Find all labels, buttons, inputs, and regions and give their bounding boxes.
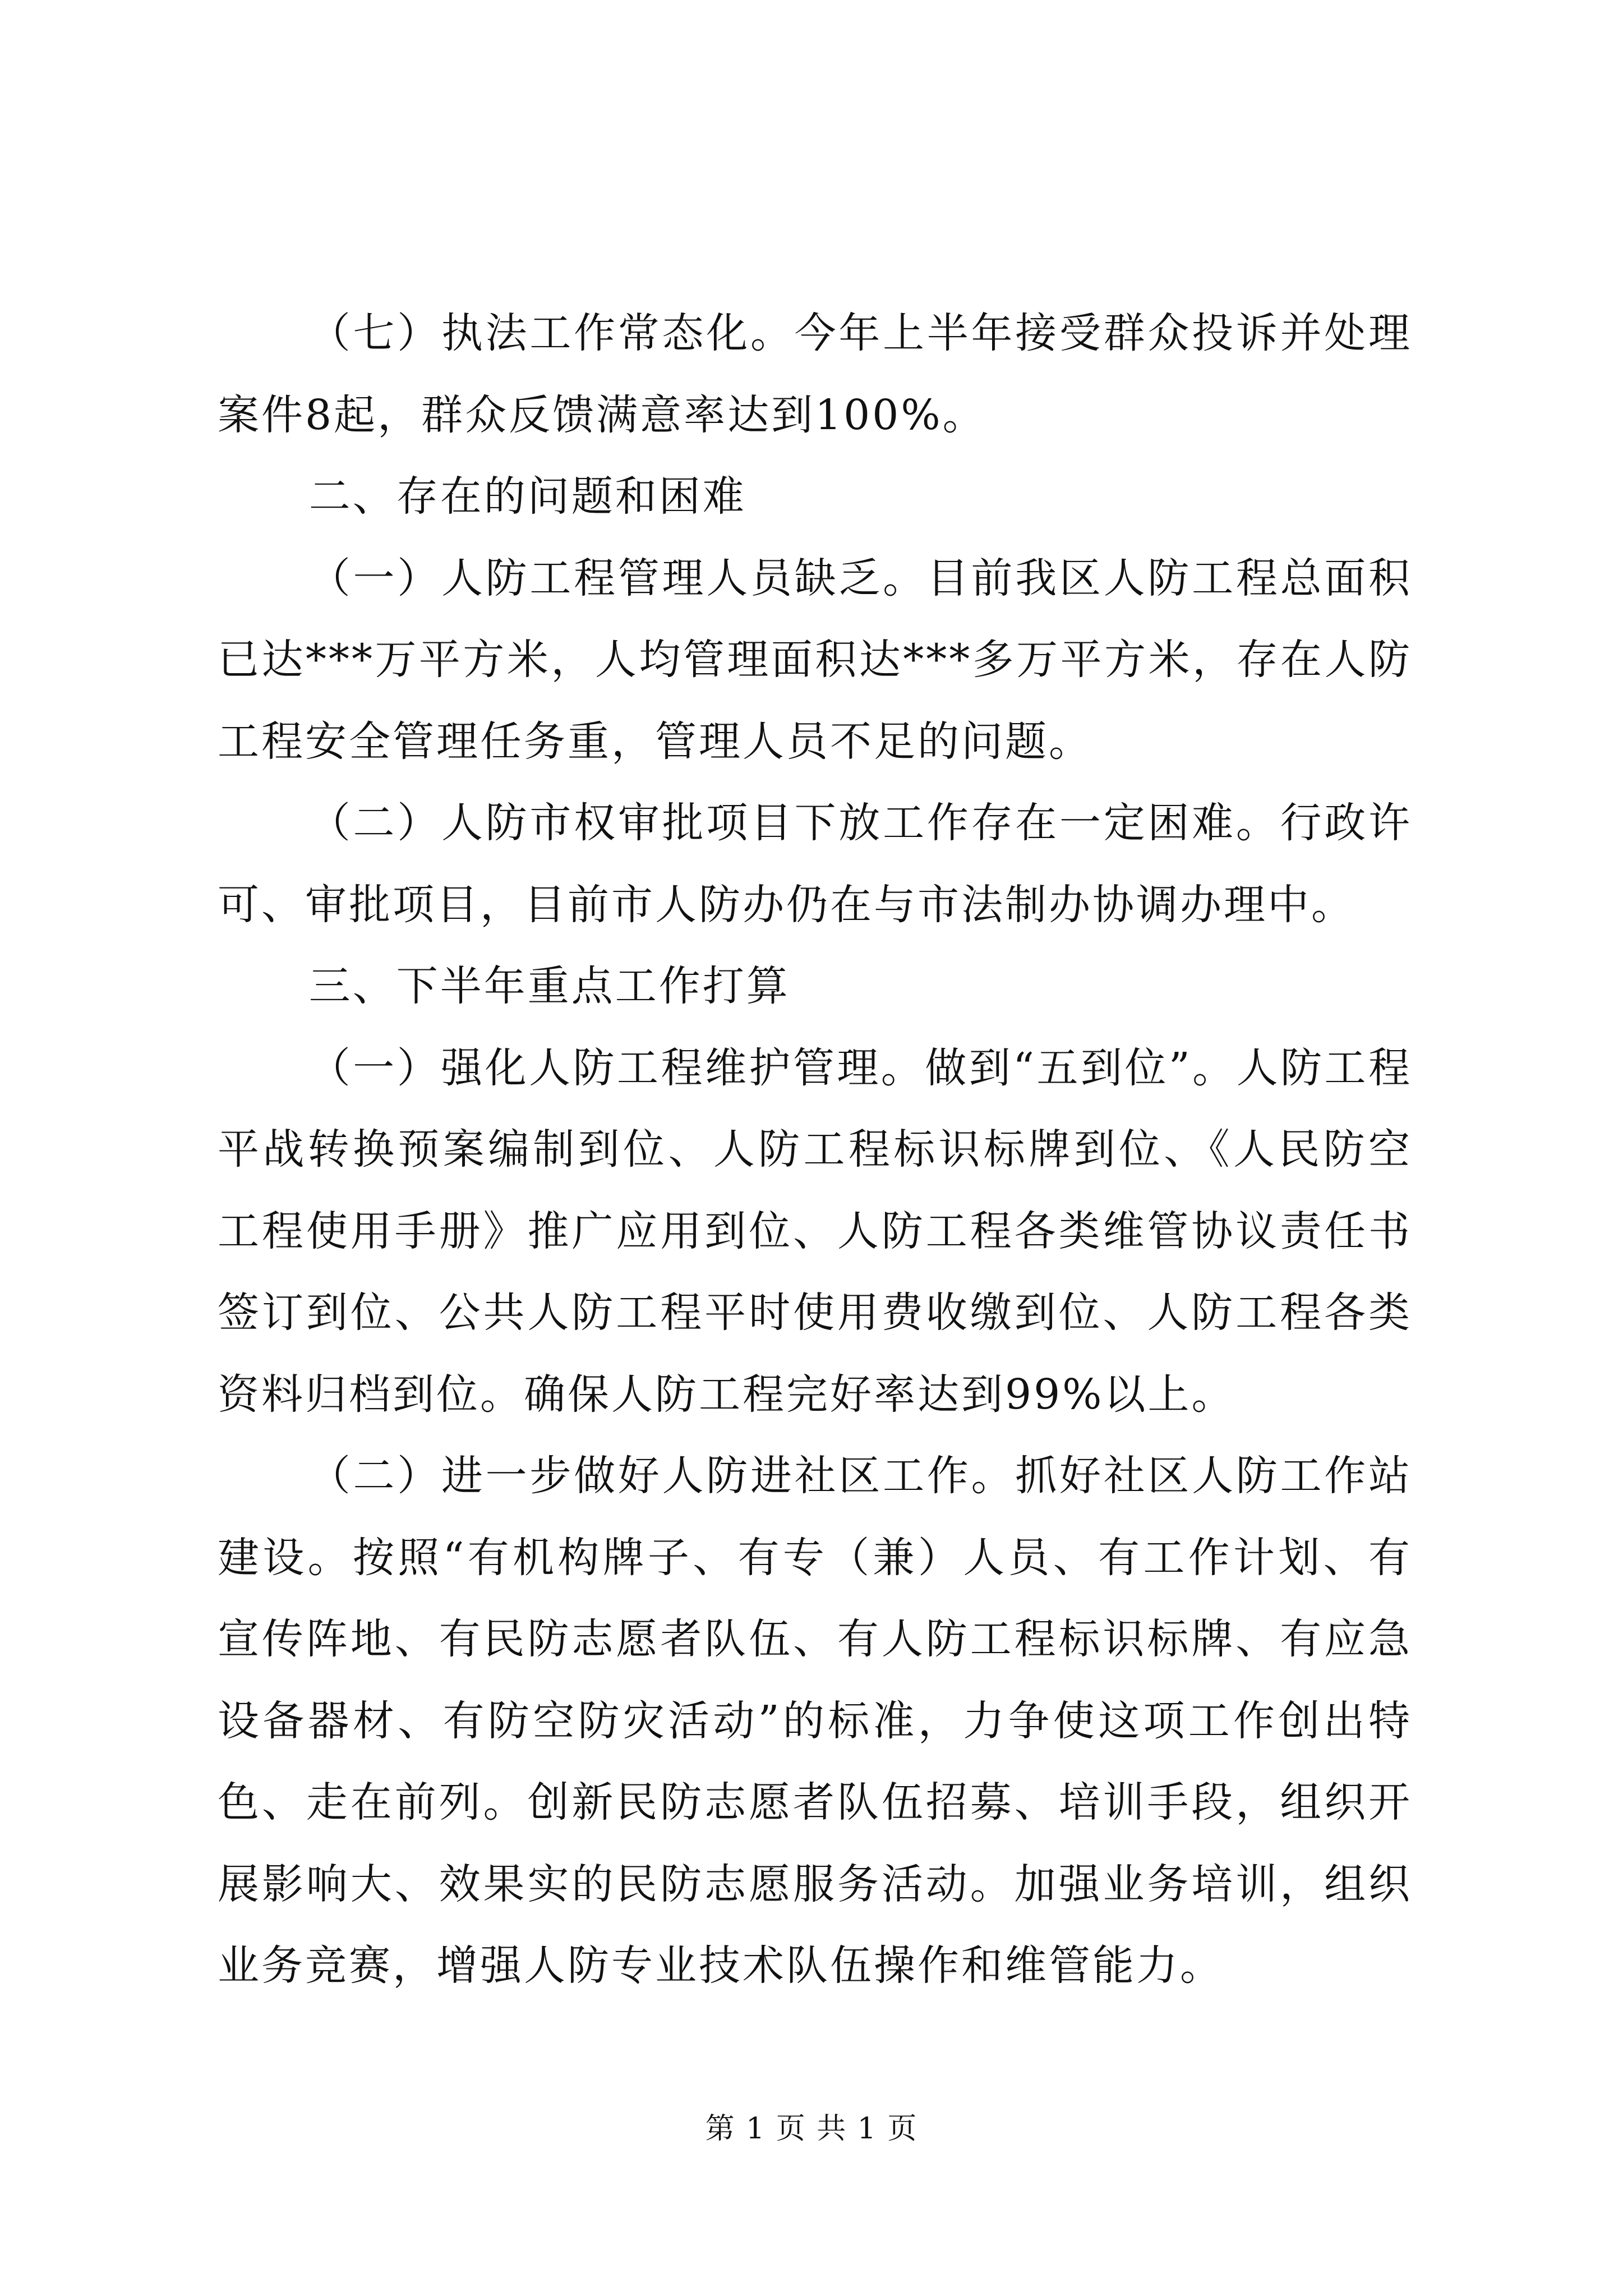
page-footer: 第 1 页 共 1 页 bbox=[705, 2112, 918, 2146]
document-body bbox=[218, 293, 1412, 2007]
heading-next-plans: 三、下半年重点工作打算 bbox=[308, 962, 790, 1010]
paragraph-maintenance: （一）强化人防工程维护管理。做到“五到位”。人防工程平战转换预案编制到位、人防工程标识标牌到位、《人民防空工程使用手册》推广应用到位、人防工程各类维管协议责任书签订到位、公共人防工程平时使用费收缴到位、人防工程各类资料归档到位。确保人防工程完好率达到99%以上。 bbox=[218, 1043, 1412, 1419]
paragraph-enforcement: （七）执法工作常态化。今年上半年接受群众投诉并处理案件8起，群众反馈满意率达到100%。 bbox=[218, 309, 1412, 439]
paragraph-approval-delegation: （二）人防市权审批项目下放工作存在一定困难。行政许可、审批项目，目前市人防办仍在与市法制办协调办理中。 bbox=[218, 799, 1412, 929]
paragraph-staff-shortage: （一）人防工程管理人员缺乏。目前我区人防工程总面积已达***万平方米，人均管理面积达***多万平方米，存在人防工程安全管理任务重，管理人员不足的问题。 bbox=[218, 554, 1412, 766]
heading-problems: 二、存在的问题和困难 bbox=[308, 472, 746, 521]
paragraph-community: （二）进一步做好人防进社区工作。抓好社区人防工作站建设。按照“有机构牌子、有专（兼）人员、有工作计划、有宣传阵地、有民防志愿者队伍、有人防工程标识标牌、有应急设备器材、有防空防灾活动”的标准，力争使这项工作创出特色、走在前列。创新民防志愿者队伍招募、培训手段，组织开展影响大、效果实的民防志愿服务活动。加强业务培训，组织业务竞赛，增强人防专业技术队伍操作和维管能力。 bbox=[218, 1452, 1412, 1990]
